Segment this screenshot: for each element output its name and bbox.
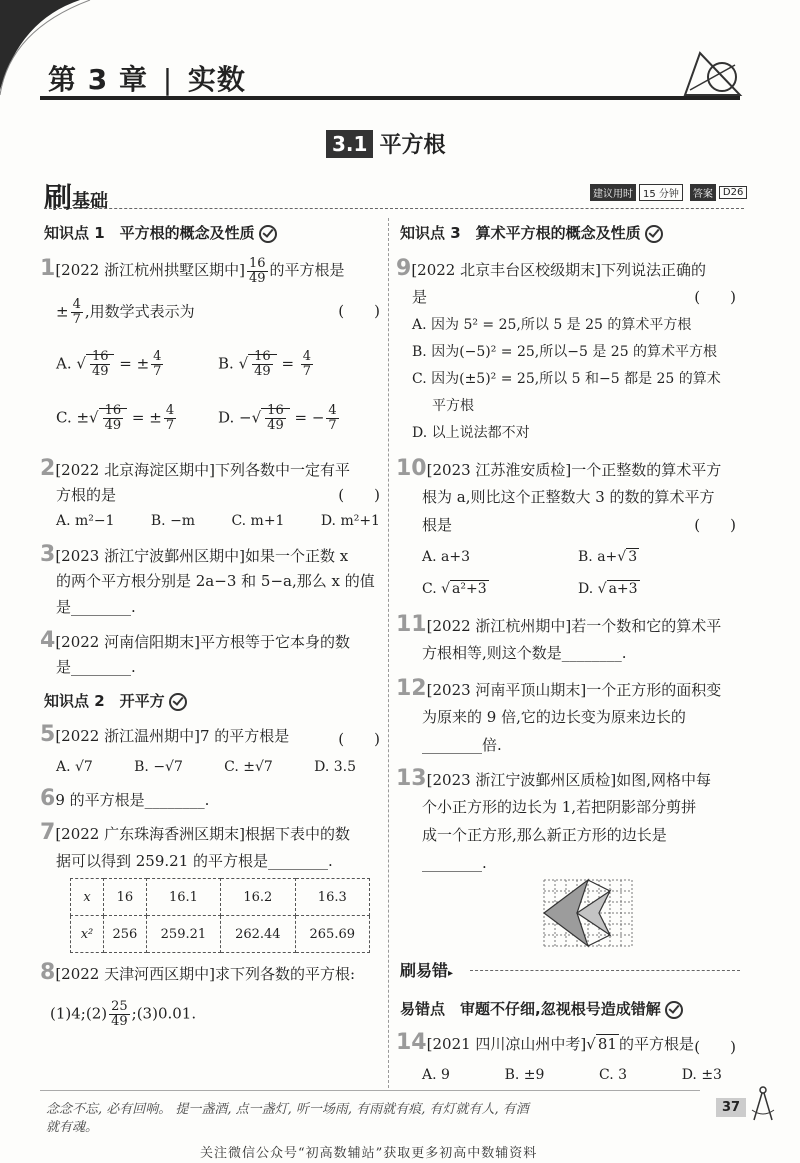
question-source: [2023 浙江宁波鄞州区期中] [55, 547, 245, 565]
table-cell: 16.1 [146, 879, 220, 916]
question-text: 一个正整数的算术平方 [571, 461, 722, 479]
question-6 [40, 786, 380, 813]
question-text: 一个正方形的面积变 [586, 681, 722, 699]
question-12 [396, 676, 741, 703]
option-a: A. m²−1 [56, 513, 115, 529]
question-3 [40, 542, 380, 569]
answer-paren: ( ) [338, 730, 380, 748]
q10-option-c: C. √ a²+3 [422, 581, 487, 597]
question-text: 9 的平方根是________. [55, 791, 210, 809]
question-text: 是 [412, 288, 428, 306]
question-text: 根是 [422, 516, 453, 534]
question-4 [40, 628, 380, 655]
question-source: [2021 四川凉山州中考] [426, 1035, 587, 1053]
numerator: 4 [72, 297, 81, 312]
kp2-title: 知识点 2 开平方 [44, 692, 165, 710]
question-text: ,用数学式表示为 [84, 302, 195, 321]
question-source: [2022 浙江温州期中] [55, 727, 200, 745]
answer-paren: ( ) [338, 302, 380, 320]
mistake-small-text: 易错 [416, 961, 449, 980]
question-10-line2: 根为 a,则比这个正整数大 3 的数的算术平方 [422, 488, 715, 506]
time-value: 15 分钟 [639, 184, 683, 201]
question-number: 4 [40, 628, 56, 653]
table-cell: 16.3 [295, 879, 369, 916]
question-number: 6 [40, 786, 56, 811]
question-1 [40, 256, 380, 286]
option-d: D. m²+1 [320, 513, 380, 529]
q9-option-d: D. 以上说法都不对 [412, 425, 530, 441]
question-number: 2 [40, 456, 56, 481]
question-source: [2023 河南平顶山期末] [426, 681, 587, 699]
option-label: C. [422, 581, 437, 597]
question-number: 12 [396, 676, 427, 701]
option-label: B. [218, 354, 234, 373]
question-11-line2: 方根相等,则这个数是________. [422, 644, 627, 662]
table-cell: 259.21 [146, 916, 220, 953]
mistake-point-title: 易错点 审题不仔细,忽视根号造成错解 [400, 1000, 661, 1018]
question-5 [40, 722, 380, 749]
q9-option-b: B. 因为(−5)² = 25,所以−5 是 25 的算术平方根 [412, 344, 718, 360]
footer-rule [40, 1090, 700, 1091]
radicand: a+3 [608, 581, 638, 597]
question-number: 11 [396, 612, 427, 637]
knowledge-point-3 [400, 222, 663, 243]
question-14: 14[2021 四川凉山州中考]√ 81 的平方根是 ( ) [396, 1030, 736, 1057]
question-text: 的平方根是 [618, 1035, 694, 1053]
question-1-line2 [56, 298, 380, 327]
option-label: C. ± [56, 408, 90, 427]
column-divider [388, 218, 389, 1088]
question-10 [396, 456, 741, 483]
numerator: 25 [111, 999, 128, 1014]
section-name: 平方根 [379, 133, 446, 158]
page-number: 37 [716, 1098, 746, 1117]
fraction [247, 257, 268, 286]
time-label: 建议用时 [590, 184, 636, 201]
question-number: 9 [396, 256, 412, 281]
question-text: 下列说法正确的 [600, 261, 706, 279]
question-text: 平方根等于它本身的数 [199, 633, 350, 651]
plus-minus: ± [56, 302, 69, 321]
question-13-line3: 成一个正方形,那么新正方形的边长是 [422, 826, 667, 844]
answer-paren: ( ) [338, 486, 380, 504]
question-text: 如果一个正数 x [244, 547, 349, 565]
question-number: 10 [396, 456, 427, 481]
numerator: 16 [248, 255, 266, 271]
fraction [71, 298, 83, 327]
question-source: [2022 广东珠海香洲区期末] [55, 825, 245, 843]
question-number: 8 [40, 960, 56, 985]
kp3-title: 知识点 3 算术平方根的概念及性质 [400, 224, 641, 242]
question-source: [2022 浙江杭州期中] [426, 617, 572, 635]
data-table [70, 878, 370, 953]
geometry-tools-icon [680, 45, 750, 100]
header-rule [40, 96, 740, 100]
chapter-header: 第 3 章 | 实数 [48, 63, 246, 96]
question-text: 若一个数和它的算术平 [571, 617, 722, 635]
q1-option-d: D. −√ $\frac{16}{49}$ = − $\frac{4}{7}$ [218, 403, 337, 433]
practice-label-rule [44, 208, 744, 209]
q1-option-b: B. √ $\frac{16}{49}$ = $\frac{4}{7}$ [218, 349, 312, 379]
table-cell: 265.69 [295, 916, 369, 953]
table-cell: 256 [104, 916, 147, 953]
table-cell: x² [71, 916, 104, 953]
question-13 [396, 766, 741, 793]
question-12-line2: 为原来的 9 倍,它的边长变为原来边长的 [422, 708, 686, 726]
time-answer-info [590, 184, 747, 201]
table-row [71, 879, 370, 916]
option-b: B. −√7 [134, 759, 183, 775]
q1-option-c: C. ±√ $\frac{16}{49}$ = ± $\frac{4}{7}$ [56, 403, 175, 433]
question-text: 的平方根是 [269, 261, 345, 279]
knowledge-point-2 [44, 690, 187, 711]
kp1-title: 知识点 1 平方根的概念及性质 [44, 224, 255, 242]
practice-big-char: 刷 [44, 181, 73, 214]
mistake-point [400, 998, 683, 1019]
option-c: C. m+1 [231, 513, 285, 529]
table-cell: x [71, 879, 104, 916]
question-source: [2023 浙江宁波鄞州区质检] [426, 771, 617, 789]
question-2 [40, 456, 380, 483]
chapter-number: 第 3 章 [48, 63, 148, 96]
question-7-line2: 据可以得到 259.21 的平方根是________. [56, 852, 333, 870]
option-a: A. 9 [422, 1067, 450, 1083]
question-12-line3: ________倍. [422, 736, 502, 754]
option-b: B. −m [150, 513, 196, 529]
question-text: 方根的是 [56, 486, 117, 504]
check-icon [169, 693, 187, 711]
question-source: [2022 河南信阳期末] [55, 633, 200, 651]
question-source: [2022 浙江杭州拱墅区期中] [55, 261, 245, 279]
radicand: 81 [597, 1035, 617, 1053]
section-number: 3.1 [326, 130, 373, 158]
mistake-rule [470, 970, 740, 971]
footer-quote: 念念不忘, 必有回响。 提一盏酒, 点一盏灯, 听一场雨, 有雨就有痕, 有灯就有人, 有酒 [46, 1102, 529, 1117]
q9-option-c: C. 因为(±5)² = 25,所以 5 和−5 都是 25 的算术 [412, 371, 721, 387]
question-number: 5 [40, 722, 56, 747]
question-number: 7 [40, 820, 56, 845]
question-2-line2 [56, 482, 380, 508]
table-cell: 262.44 [221, 916, 295, 953]
question-number: 3 [40, 542, 56, 567]
answer-paren: ( ) [694, 516, 736, 534]
footer-quote-2: 就有魂。 [46, 1120, 99, 1135]
question-text: 下列各数中一定有平 [214, 461, 350, 479]
question-4-line2: 是________. [56, 658, 136, 676]
question-11 [396, 612, 741, 639]
compass-icon [748, 1084, 778, 1124]
question-source: [2022 天津河西区期中] [55, 965, 215, 983]
table-row [71, 916, 370, 953]
radicand: a²+3 [452, 581, 487, 597]
question-number: 1 [40, 256, 56, 281]
question-text: 如图,网格中每 [616, 771, 712, 789]
practice-small-text: 基础 [72, 191, 109, 212]
question-text: 根据下表中的数 [244, 825, 350, 843]
question-number: 14 [396, 1030, 427, 1055]
mistake-big-char: 刷 [400, 961, 417, 980]
option-d: D. 3.5 [314, 759, 356, 775]
q10-option-b: B. a+√ 3 [578, 549, 638, 565]
option-b: B. ±9 [504, 1067, 545, 1083]
answer-paren: ( ) [694, 288, 736, 306]
question-text: 7 的平方根是 [199, 727, 290, 745]
footer-note: 关注微信公众号“初高数辅站”获取更多初高中数辅资料 [200, 1146, 538, 1161]
question-3-line2: 的两个平方根分别是 2a−3 和 5−a,那么 x 的值 [56, 572, 375, 590]
q5-options [56, 754, 356, 780]
question-source: [2022 北京丰台区校级期末] [411, 261, 601, 279]
radicand: 3 [628, 549, 638, 565]
option-label: D. [578, 581, 594, 597]
table-cell: 16.2 [221, 879, 295, 916]
question-9 [396, 256, 741, 283]
q10-option-a: A. a+3 [422, 549, 470, 565]
denominator: 7 [72, 312, 81, 327]
question-source: [2022 北京海淀区期中] [55, 461, 215, 479]
question-source: [2023 江苏淮安质检] [426, 461, 572, 479]
q2-options [56, 508, 380, 534]
option-c: C. 3 [599, 1067, 628, 1083]
question-8-line2 [50, 1000, 196, 1029]
option-a: A. √7 [56, 759, 93, 775]
question-text: 求下列各数的平方根: [214, 965, 356, 983]
chapter-title: 实数 [187, 63, 246, 96]
check-icon [259, 225, 277, 243]
answer-paren: ( ) [694, 1038, 736, 1056]
practice-mistake-label: 刷易错▸ [400, 961, 454, 980]
question-number: 13 [396, 766, 427, 791]
q10-option-d: D. √ a+3 [578, 581, 638, 597]
option-c: C. ±√7 [224, 759, 273, 775]
q14-options [422, 1062, 722, 1088]
section-title [326, 128, 445, 159]
denominator: 49 [111, 1014, 128, 1029]
practice-basic-label [44, 176, 108, 216]
question-13-line2: 个小正方形的边长为 1,若把阴影部分剪拼 [422, 798, 697, 816]
denominator: 49 [248, 270, 266, 286]
option-label: A. [56, 354, 72, 373]
option-d: D. ±3 [681, 1067, 722, 1083]
answer-label: 答案 [690, 184, 716, 201]
table-cell: 16 [104, 879, 147, 916]
question-8 [40, 960, 385, 987]
check-icon [665, 1001, 683, 1019]
question-7 [40, 820, 380, 847]
question-9-line2 [412, 284, 736, 310]
q1-option-a: A. √ $\frac{16}{49}$ = ± $\frac{4}{7}$ [56, 349, 162, 379]
q9-option-c-cont: 平方根 [432, 398, 474, 414]
option-label: D. − [218, 408, 252, 427]
check-icon [645, 225, 663, 243]
question-13-line4: ________. [422, 854, 487, 872]
grid-figure [540, 876, 636, 956]
question-10-line3 [422, 512, 736, 538]
question-text: (1)4;(2) [50, 1004, 108, 1023]
knowledge-point-1 [44, 222, 277, 243]
q9-option-a: A. 因为 5² = 25,所以 5 是 25 的算术平方根 [412, 317, 692, 333]
answer-page: D26 [719, 186, 747, 199]
question-3-line3: 是________. [56, 598, 136, 616]
question-text: ;(3)0.01. [131, 1004, 197, 1023]
option-label: B. a+ [578, 549, 618, 565]
